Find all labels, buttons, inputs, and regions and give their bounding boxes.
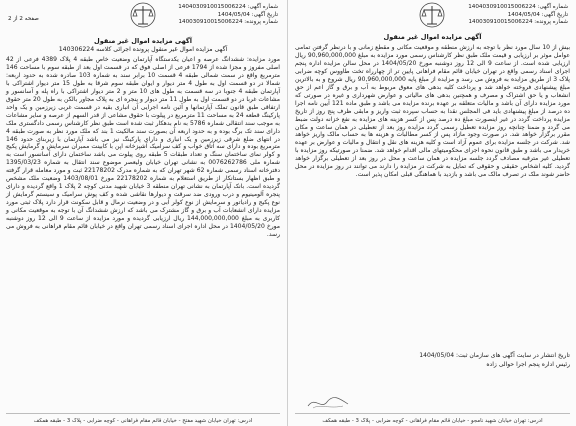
page-number: صفحه 2 از 2 [8, 16, 39, 22]
notice-column-left [0, 0, 286, 426]
footer-rule [295, 413, 570, 414]
office-head-line: رئیس اداره پنجم اجرا حوالی زاده [486, 361, 570, 368]
notice-date: تاریخ آگهی: 1404/05/04 [217, 11, 278, 18]
scales-of-justice-icon [126, 1, 160, 31]
notice-heading: آگهی مزایده اموال غیر منقول [383, 33, 482, 41]
publish-date-line: تاریخ انتشار در سایت آگهی های سازمان ثبت: 1404/05/04 [419, 352, 570, 359]
footer-rule [6, 413, 280, 414]
column-divider [287, 0, 288, 426]
scales-of-justice-icon [415, 1, 449, 31]
signature-stamp-icon [305, 394, 351, 412]
notice-number: شماره آگهی: 1404030910015006224 [178, 4, 278, 10]
notice-body: مورد مزایده: ششدانگ عرصه و اعیان یکدستگاه آپارتمان وضعیت خاص طبقه 4 پلاک 4389 فرعی از 42 اصلی مفروز و مجزا شده از 1794 فرعی از اصلی فوق که در قسمت اول بعد از طبقه سوم با مساحت 146 مترمربع واقع در سمت شمالی طبقه 4 قسمت 10 برابر سند به شماره 103 صادره شده به حدود اربعه: شمالا در دو قسمت اول به طول 4 متر دیوار و ایوان طبقه سوم شرقا به طول 15 متر دیوار اشتراکی با آپارتمان طبقه 4 جنوبا در سه قسمت به طول های 10 متر و 2 متر دیوار اشتراکی با راه پله و آسانسور و مشاعات غربا در دو قسمت اول به طول 11 متر دیوار و پنجره ای به پلاک مجاور بالکن به طول 20 متر حقوق ارتفاقی طبق قانون تملک آپارتمانها و آئین نامه اجرایی آن انباری بقیه در قسمت غربی زیرزمین و یک واحد پارکینگ قطعه 24 به مساحت 11 مترمربع در پیلوت با حقوق مشاعی از قدر السهم از عرصه و سایر مشاعات به موجب سند انتقالی شماره 5786 به نام بدهکار ثبت شده است طبق نظر کارشناس رسمی دادگستری ملک دارای سند تک برگ بوده و به حدود اربعه آن بصورت سند مالکیت 1 بند که ملک مورد نظر به صورت طبقه 4 در انتهای ضلع شرقی زیرزمین و یک انباری و دارای پارکینگ نیز می باشد آپارتمان با زیربنای حدود 146 مترمربع بوده و دارای سه اتاق خواب و کف سرامیک آشپزخانه اپن با کابینت ممبران سرمایش و گرمایش پکیج و کولر نمای ساختمان سنگ و تعداد طبقات 5 طبقه روی پیلوت می باشد ساختمان دارای آسانسور است به شماره ملی 0076262786 به نشانی تهران خیابان ولیعصر موضوع سند انتقال به شماره 1395/03/23 دفترخانه اسناد رسمی شماره 62 شهر تهران که به شماره مدرک 22178202 ثبت و مورد معامله قرار گرفته و طبق اظهار بستانکار از طریق استعلام به شماره 22178202 مورخ 1403/08/01 وضعیت ملک مشخص گردیده است. بانک آپارتمان به نشانی تهران منطقه 3 خیابان شهید مدنی کوچه 2 پلاک 1 واقع گردیده و دارای پنجره آلومینیوم و درب ورودی ضد سرقت و دیوارها نقاشی شده و کف پوش سرامیک و سیستم گرمایش از نوع پکیج و رادیاتور و سرمایش از نوع کولر آبی و در وضعیت نرمال و قابل سکونت قرار دارد پلاک ثبتی مورد مزایده دارای انشعابات آب و برق و گاز مشترک می باشد که ارزش ششدانگ آن با توجه به موقعیت مکانی و کاربری به مبلغ 144,000,000,000 ریال ارزیابی گردیده و مورد مزایده از ساعت 9 الی 12 روز دوشنبه مورخ 1404/05/20 در محل اداره اجرای اسناد رسمی تهران واقع در خیابان قائم مقام فراهانی به فروش می رسد. [6, 56, 281, 238]
case-number: شماره پرونده: 140030910015006224 [468, 19, 568, 26]
notice-meta-right [468, 4, 568, 27]
notice-heading: آگهی مزایده اموال غیر منقول [93, 37, 193, 45]
notice-meta-left [178, 4, 278, 27]
notice-column-right [289, 0, 576, 426]
notice-date: تاریخ آگهی: 1404/05/04 [507, 11, 568, 18]
notice-number: شماره آگهی: 1404030910015006224 [468, 4, 568, 10]
case-number: شماره پرونده: 140030910015006224 [178, 19, 278, 26]
notice-body: بیش از 10 سال مورد نظر با توجه به ارزش منطقه و موقعیت مکانی و مقطع زمانی و با درنظر گرفتن تمامی عوامل موثر بر ارزیابی و قیمت ملک طبق نظر کارشناس رسمی مورد مزایده به مبلغ 90,960,000,000 ریال ارزیابی شده است. از ساعت 9 الی 12 روز دوشنبه مورخ 1404/05/20 در محل سالن مزایده اداره پنجم اجرای اسناد رسمی واقع در تهران خیابان قائم مقام فراهانی پایین تر از چهارراه تخت طاووس کوچه ضرابی پلاک 3 از طریق مزایده به فروش می رسد و مزایده از مبلغ پایه 90,960,000,000 ریال شروع و به بالاترین مبلغ پیشنهادی فروخته خواهد شد و پرداخت کلیه بدهی های معوق مربوط به آب و برق و گاز اعم از حق انشعاب و یا حق اشتراک و مصرف و همچنین بدهی های مالیاتی و عوارض شهرداری و غیره در صورتی که مورد مزایده دارای آن باشد و مالیات متعلقه بر عهده برنده مزایده می باشد و طبق ماده 121 آیین نامه اجرا ده درصد از مبلغ پیشنهادی باید فی المجلس نقدا به حساب سپرده ثبت واریز و مابقی ظرف پنج روز از تاریخ مزایده پرداخت گردد در غیر اینصورت مبلغ ده درصد پس از کسر هزینه های مزایده به نفع خزانه دولت ضبط می گردد و ضمنا چنانچه روز مزایده تعطیل رسمی گردد مزایده روز بعد از تعطیلی در همان ساعت و مکان مقرر برگزار خواهد شد. در صورت وجود مازاد پس از کسر مطالبات و هزینه ها به حساب مالک واریز خواهد شد. شرکت در جلسه مزایده برای عموم آزاد است و کلیه هزینه های نقل و انتقال و مالیات و عوارض بر عهده خریدار می باشد و طبق قانون نحوه اجرای محکومیتهای مالی اقدام خواهد شد. ضمنا در صورتیکه روز مزایده با تعطیلی غیر مترقبه مصادف گردد جلسه مزایده در همان ساعت و محل در روز بعد از تعطیلی برگزار خواهد گردید. کلیه اشخاص حقیقی و حقوقی که تمایل به شرکت در مزایده را دارند می توانند در روز مزایده در محل حاضر شوند ملک در تصرف مالک می باشد و بازدید با هماهنگی قبلی امکان پذیر است. [295, 44, 570, 179]
notice-footer-address: آدرس: تهران خیابان شهید نامجو - خیابان قائم مقام فراهانی - کوچه ضرابی - پلاک 3 - طبقه همکف [322, 418, 543, 424]
notice-footer-address: آدرس: تهران خیابان شهید مفتح - خیابان قائم مقام فراهانی - کوچه ضرابی - پلاک 3 - طبقه همکف [33, 418, 253, 424]
notice-subheading: آگهی مزایده اموال غیر منقول پرونده اجرائی کلاسه 140306224 [58, 46, 228, 53]
